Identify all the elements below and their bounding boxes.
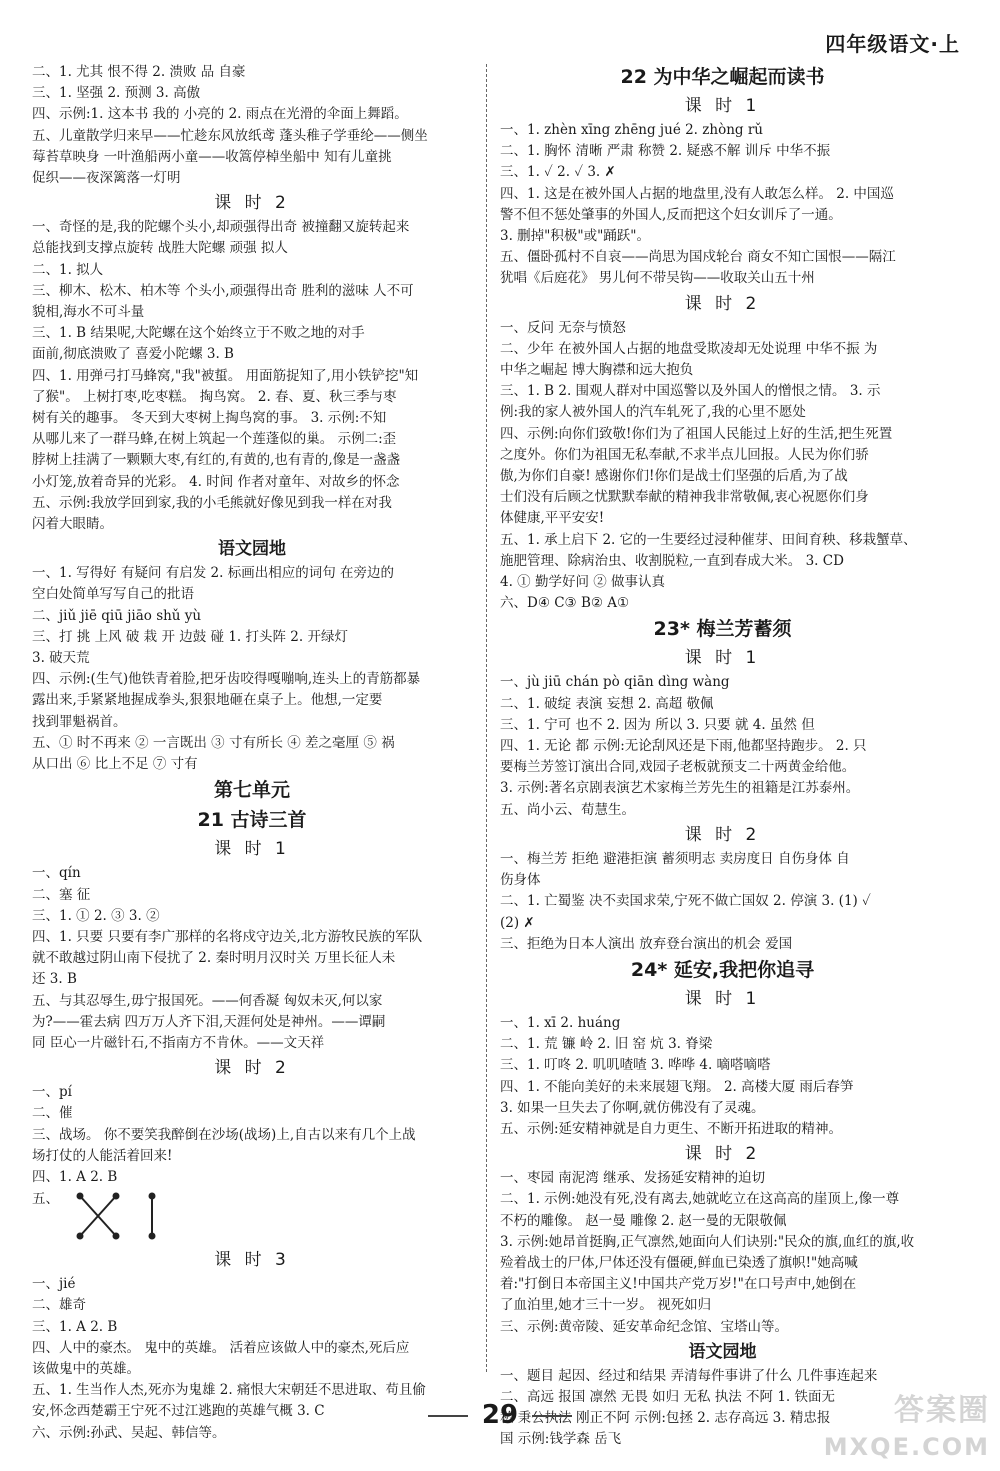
answer-line: 三、1. 叮咚 2. 叽叽喳喳 3. 哗哗 4. 嘀嗒嘀嗒 (500, 1057, 771, 1074)
answer-line: 为?——霍去病 四万万人齐下泪,天涯何处是神州。——谭嗣 (32, 1013, 386, 1030)
answer-line: 树有关的趣事。 冬天到大枣树上掏鸟窝的事。 3. 示例:不知 (32, 410, 387, 427)
answer-line: 例:我的家人被外国人的汽车轧死了,我的心里不愿处 (500, 404, 806, 421)
right-column (500, 62, 945, 1451)
section-heading: 第七单元 (213, 779, 290, 802)
answer-line: 二、1. 破绽 表演 妄想 2. 高超 敬佩 (500, 695, 714, 712)
section-heading: 课 时 1 (684, 96, 761, 116)
answer-line: 安,怀念西楚霸王宁死不过江逃跑的英雄气概 3. C (32, 1403, 325, 1420)
matching-answer (32, 1188, 472, 1246)
answer-line: 二、1. 胸怀 清晰 严肃 称赞 2. 疑惑不解 训斥 中华不振 (500, 143, 831, 160)
answer-line: 空白处简单写写自己的批语 (32, 586, 194, 603)
left-column (32, 62, 472, 1444)
answer-line: 一、qín (32, 865, 81, 882)
answer-line: 士们没有后顾之忧默默奉献的精神我非常敬佩,衷心祝愿你们身 (500, 489, 869, 506)
answer-line: 着:"打倒日本帝国主义!中国共产党万岁!"在口号声中,她倒在 (500, 1276, 857, 1293)
page-number-dash-right (532, 1415, 572, 1417)
answer-line: 二、jiǔ jiē qiū jiāo shǔ yù (32, 607, 202, 624)
answer-line: 还 3. B (32, 971, 77, 988)
answer-line: 一、奇怪的是,我的陀螺个头小,却顽强得出奇 被撞翻又旋转起来 (32, 219, 410, 236)
answer-line: 五、① 时不再来 ② 一言既出 ③ 寸有所长 ④ 差之毫厘 ⑤ 祸 (32, 734, 395, 751)
answer-line: 三、打 挑 上风 破 栽 开 边鼓 碰 1. 打头阵 2. 开绿灯 (32, 628, 348, 645)
answer-line: 私 秉公执法 刚正不阿 示例:包拯 2. 志存高远 3. 精忠报 (500, 1410, 831, 1427)
answer-line: 警不但不惩处肇事的外国人,反而把这个妇女训斥了一通。 (500, 206, 842, 223)
page-number-dash-left (428, 1415, 468, 1417)
answer-line: 三、1. 坚强 2. 预测 3. 高傲 (32, 85, 201, 102)
section-heading: 24* 延安,我把你追寻 (630, 958, 815, 981)
answer-line: 四、1. 不能向美好的未来展翅飞翔。 2. 高楼大厦 雨后春笋 (500, 1078, 854, 1095)
answer-line: 六、D④ C③ B② A① (500, 595, 630, 612)
answer-line: 二、高远 报国 凛然 无畏 如归 无私 执法 不阿 1. 铁面无 (500, 1388, 836, 1405)
answer-line: 就不敢越过阴山南下侵扰了 2. 秦时明月汉时关 万里长征人未 (32, 950, 396, 967)
answer-line: 莓苔草映身 一叶渔船两小童——收篙停棹坐船中 知有儿童挑 (32, 148, 392, 165)
answer-line: 面前,彻底溃败了 喜爱小陀螺 3. B (32, 346, 234, 363)
answer-line: 一、1. zhèn xīng zhēng jué 2. zhòng rǔ (500, 122, 763, 138)
section-heading: 22 为中华之崛起而读书 (620, 66, 825, 88)
answer-line: 六、示例:孙武、吴起、韩信等。 (32, 1424, 226, 1441)
answer-line: 三、1. A 2. B (32, 1318, 118, 1335)
answer-line: 五、 (32, 1191, 59, 1208)
answer-line: (2) ✗ (500, 914, 535, 931)
answer-line: 3. 示例:著名京剧表演艺术家梅兰芳先生的祖籍是江苏泰州。 (500, 780, 860, 797)
answer-line: 露出来,手紧紧地握成拳头,狠狠地砸在桌子上。他想,一定要 (32, 692, 383, 709)
section-heading: 课 时 2 (214, 193, 290, 214)
answer-line: 了猴"。 上树打枣,吃枣糕。 掏鸟窝。 2. 春、夏、秋三季与枣 (32, 388, 397, 405)
section-heading: 课 时 2 (214, 1058, 290, 1079)
answer-line: 五、1. 承上启下 2. 它的一生要经过浸种催芽、田间育秧、移栽蟹草、 (500, 531, 917, 548)
answer-line: 一、梅兰芳 拒绝 避港拒演 蓄须明志 卖房度日 自伤身体 自 (500, 850, 850, 867)
watermark-logo-text: 答案圈 (894, 1393, 990, 1428)
answer-line: 貌相,海水不可斗量 (32, 304, 145, 321)
answer-line: 之度外。你们为祖国无私奉献,不求半点儿回报。人民为你们骄 (500, 446, 869, 463)
section-heading: 语文园地 (218, 539, 286, 560)
answer-line: 小灯笼,放着奇异的光彩。 4. 时间 作者对童年、对故乡的怀念 (32, 473, 400, 490)
answer-line: 三、拒绝为日本人演出 放弃登台演出的机会 爱国 (500, 935, 793, 952)
answer-line: 二、1. 亡蜀鉴 决不卖国求荣,宁死不做亡国奴 2. 停演 3. (1) ✓ (500, 893, 871, 910)
answer-line: 二、1. 尤其 恨不得 2. 溃败 品 自豪 (32, 64, 246, 80)
answer-line: 三、1. ① 2. ③ 3. ② (32, 907, 160, 924)
answer-line: 一、1. xī 2. huáng (500, 1014, 621, 1031)
answer-line: 二、雄奇 (32, 1297, 86, 1314)
answer-line: 四、示例:1. 这本书 我的 小亮的 2. 雨点在光滑的伞面上舞蹈。 (32, 106, 408, 123)
answer-line: 三、1. B 2. 围观人群对中国巡警以及外国人的憎恨之情。 3. 示 (500, 383, 881, 400)
answer-line: 一、题目 起因、经过和结果 弄清每件事讲了什么 几件事连起来 (500, 1367, 878, 1384)
section-heading: 课 时 1 (684, 648, 761, 669)
answer-line: 促织——夜深篱落一灯明 (32, 170, 181, 187)
answer-line: 三、示例:黄帝陵、延安革命纪念馆、宝塔山等。 (500, 1318, 789, 1335)
section-heading: 课 时 1 (214, 839, 290, 860)
matching-lines-diagram (72, 1190, 162, 1242)
answer-line: 三、1. 宁可 也不 2. 因为 所以 3. 只要 就 4. 虽然 但 (500, 716, 815, 733)
answer-line: 3. 示例:她昂首挺胸,正气凛然,她面向人们诀别:"民众的旗,血红的旗,收 (500, 1233, 915, 1250)
watermark-url: MXQE.COM (823, 1433, 990, 1461)
answer-line: 五、1. 生当作人杰,死亦为鬼雄 2. 痛恨大宋朝廷不思进取、苟且偷 (32, 1382, 426, 1399)
answer-line: 犹唱《后庭花》 男儿何不带吴钩——收取关山五十州 (500, 270, 815, 287)
answer-line: 一、pí (32, 1084, 72, 1101)
answer-line: 殓着战士的尸体,尸体还没有僵硬,鲜血已染透了旗帜!"她高喊 (500, 1254, 858, 1271)
answer-line: 二、1. 示例:她没有死,没有离去,她就屹立在这高高的崖顶上,像一尊 (500, 1191, 900, 1208)
answer-line: 五、儿童散学归来早——忙趁东风放纸鸢 蓬头稚子学垂纶——侧坐 (32, 127, 428, 144)
answer-line: 三、1. ✓ 2. ✓ 3. ✗ (500, 164, 616, 181)
answer-line: 国 示例:钱学森 岳飞 (500, 1431, 622, 1448)
answer-line: 不朽的雕像。 赵一曼 雕像 2. 赵一曼的无限敬佩 (500, 1212, 787, 1229)
answer-line: 四、1. 这是在被外国人占据的地盘里,没有人敢怎么样。 2. 中国巡 (500, 185, 894, 202)
answer-line: 3. 破天荒 (32, 650, 90, 667)
answer-line: 中华之崛起 博大胸襟和远大抱负 (500, 362, 694, 379)
answer-line: 一、反问 无奈与愤怒 (500, 319, 626, 336)
answer-line: 五、尚小云、荀慧生。 (500, 801, 635, 818)
section-heading: 语文园地 (688, 1341, 757, 1362)
answer-line: 一、枣园 南泥湾 继承、发扬延安精神的迫切 (500, 1170, 766, 1187)
answer-line: 从口出 ⑥ 比上不足 ⑦ 寸有 (32, 756, 198, 773)
answer-line: 伤身体 (500, 872, 541, 889)
answer-line: 三、柳木、松木、柏木等 个头小,顽强得出奇 胜利的滋味 人不可 (32, 282, 414, 299)
answer-line: 二、1. 拟人 (32, 261, 104, 278)
answer-line: 三、1. B 结果呢,大陀螺在这个始终立于不败之地的对手 (32, 325, 365, 342)
answer-line: 场打仗的人能活着回来! (32, 1147, 173, 1164)
answer-line: 一、1. 写得好 有疑问 有启发 2. 标画出相应的词句 在旁边的 (32, 565, 395, 582)
answer-line: 四、示例:向你们致敬!你们为了祖国人民能过上好的生活,把生死置 (500, 425, 893, 442)
section-heading: 课 时 2 (684, 1144, 761, 1165)
answer-line: 二、1. 荒 镰 岭 2. 旧 窑 炕 3. 脊梁 (500, 1036, 713, 1053)
column-divider (486, 64, 487, 1372)
answer-line: 二、催 (32, 1105, 73, 1122)
answer-line: 总能找到支撑点旋转 战胜大陀螺 顽强 拟人 (32, 240, 288, 257)
answer-line: 五、僵卧孤村不自哀——尚思为国戍轮台 商女不知亡国恨——隔江 (500, 249, 896, 266)
answer-line: 脖树上挂满了一颗颗大枣,有红的,有黄的,也有青的,像是一盏盏 (32, 452, 401, 469)
answer-line: 四、1. 无论 都 示例:无论刮风还是下雨,他都坚持跑步。 2. 只 (500, 738, 867, 755)
page-header-title: 四年级语文·上 (825, 32, 960, 56)
answer-line: 一、jié (32, 1276, 76, 1293)
answer-line: 四、1. A 2. B (32, 1168, 118, 1185)
answer-line: 三、战场。 你不要笑我醉倒在沙场(战场)上,自古以来有几个上战 (32, 1126, 416, 1143)
answer-line: 四、1. 只要 只要有李广那样的名将戍守边关,北方游牧民族的军队 (32, 928, 423, 945)
section-heading: 课 时 2 (684, 824, 761, 845)
answer-line: 五、示例:我放学回到家,我的小毛熊就好像见到我一样在对我 (32, 494, 392, 511)
site-watermark (824, 1393, 990, 1465)
section-heading: 课 时 1 (684, 988, 761, 1009)
answer-line: 该做鬼中的英雄。 (32, 1360, 140, 1377)
answer-line: 从哪儿来了一群马蜂,在树上筑起一个莲蓬似的巢。 示例二:歪 (32, 431, 397, 448)
section-heading: 23* 梅兰芳蓄须 (653, 618, 792, 641)
answer-line: 二、塞 征 (32, 886, 91, 903)
answer-line: 二、少年 在被外国人占据的地盘受欺凌却无处说理 中华不振 为 (500, 340, 878, 357)
answer-line: 施肥管理、除病治虫、收割脱粒,一直到春成大米。 3. CD (500, 552, 844, 569)
answer-line: 五、示例:延安精神就是自力更生、不断开拓进取的精神。 (500, 1120, 843, 1137)
answer-line: 四、示例:(生气)他铁青着脸,把牙齿咬得嘎嘣响,连头上的青筋都暴 (32, 671, 421, 688)
section-heading: 课 时 2 (684, 293, 761, 314)
answer-line: 四、人中的豪杰。 鬼中的英雄。 活着应该做人中的豪杰,死后应 (32, 1339, 410, 1356)
section-heading: 课 时 3 (214, 1250, 290, 1271)
answer-line: 了血泊里,她才三十一岁。 视死如归 (500, 1297, 712, 1314)
answer-line: 傲,为你们自豪! 感谢你们!你们是战士们坚强的后盾,为了战 (500, 468, 848, 485)
answer-line: 3. 删掉"积极"或"踊跃"。 (500, 228, 651, 245)
answer-line: 一、jù jiū chán pò qiān dìng wàng (500, 674, 730, 691)
answer-line: 四、1. 用弹弓打马蜂窝,"我"被蜇。 用面筋捉知了,用小铁铲挖"知 (32, 367, 419, 384)
answer-line: 3. 如果一旦失去了你啊,就仿佛没有了灵魂。 (500, 1099, 765, 1116)
answer-line: 体健康,平平安安! (500, 510, 605, 527)
answer-line: 同 臣心一片磁针石,不指南方不肯休。——文天祥 (32, 1034, 325, 1051)
answer-line: 4. ① 勤学好问 ② 做事认真 (500, 574, 666, 591)
answer-line: 五、与其忍辱生,毋宁报国死。——何香凝 匈奴未灭,何以家 (32, 992, 383, 1009)
answer-line: 要梅兰芳签订演出合同,戏园子老板就预支二十两黄金给他。 (500, 759, 856, 776)
answer-line: 找到罪魁祸首。 (32, 713, 127, 730)
answer-line: 闪着大眼睛。 (32, 516, 113, 533)
section-heading: 21 古诗三首 (197, 809, 307, 832)
page-number-value: 29 (481, 1400, 519, 1430)
